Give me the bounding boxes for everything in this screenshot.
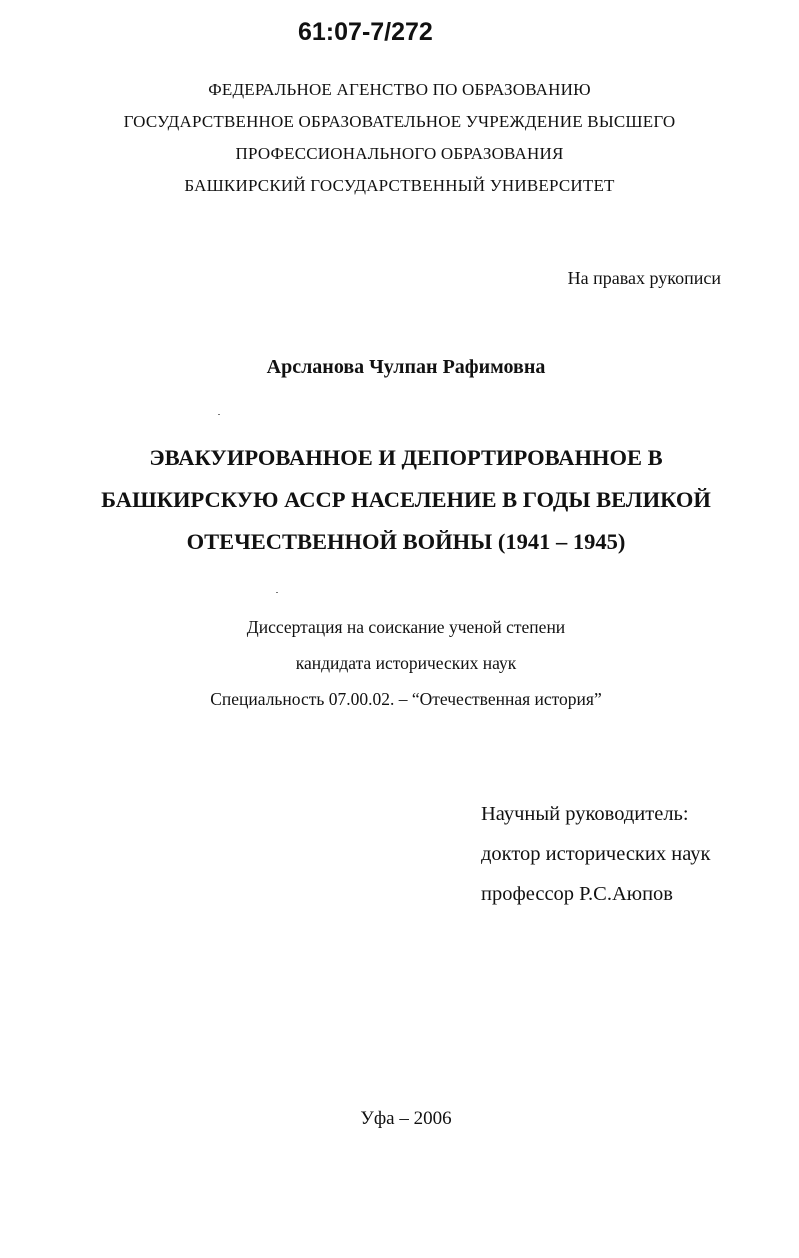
degree-line: Специальность 07.00.02. – “Отечественная история”: [210, 689, 602, 709]
city-year: Уфа – 2006: [360, 1108, 452, 1129]
dissertation-title: [0, 437, 799, 563]
scientific-advisor: [481, 794, 710, 914]
title-line: БАШКИРСКУЮ АССР НАСЕЛЕНИЕ В ГОДЫ ВЕЛИКОЙ: [101, 487, 711, 512]
author-name: Арсланова Чулпан Рафимовна: [266, 356, 546, 378]
degree-line: Диссертация на соискание ученой степени: [246, 617, 566, 637]
title-line: ЭВАКУИРОВАННОЕ И ДЕПОРТИРОВАННОЕ В: [149, 445, 663, 470]
degree-description: [0, 609, 799, 717]
scan-speck: [218, 414, 220, 415]
catalog-number: 61:07-7/272: [298, 18, 433, 46]
organization-line: ПРОФЕССИОНАЛЬНОГО ОБРАЗОВАНИЯ: [235, 144, 564, 163]
organization-line: БАШКИРСКИЙ ГОСУДАРСТВЕННЫЙ УНИВЕРСИТЕТ: [184, 176, 615, 195]
title-line: ОТЕЧЕСТВЕННОЙ ВОЙНЫ (1941 – 1945): [186, 529, 626, 554]
advisor-line: Научный руководитель:: [481, 803, 689, 825]
organization-line: ФЕДЕРАЛЬНОЕ АГЕНСТВО ПО ОБРАЗОВАНИЮ: [208, 80, 591, 99]
degree-line: кандидата исторических наук: [295, 653, 517, 673]
advisor-line: доктор исторических наук: [481, 843, 711, 865]
scan-speck: [276, 592, 278, 593]
organization-header: [0, 74, 799, 202]
organization-line: ГОСУДАРСТВЕННОЕ ОБРАЗОВАТЕЛЬНОЕ УЧРЕЖДЕНИЕ ВЫСШЕГО: [123, 112, 676, 131]
manuscript-rights-note: На правах рукописи: [567, 268, 721, 288]
advisor-line: профессор Р.С.Аюпов: [481, 883, 673, 905]
